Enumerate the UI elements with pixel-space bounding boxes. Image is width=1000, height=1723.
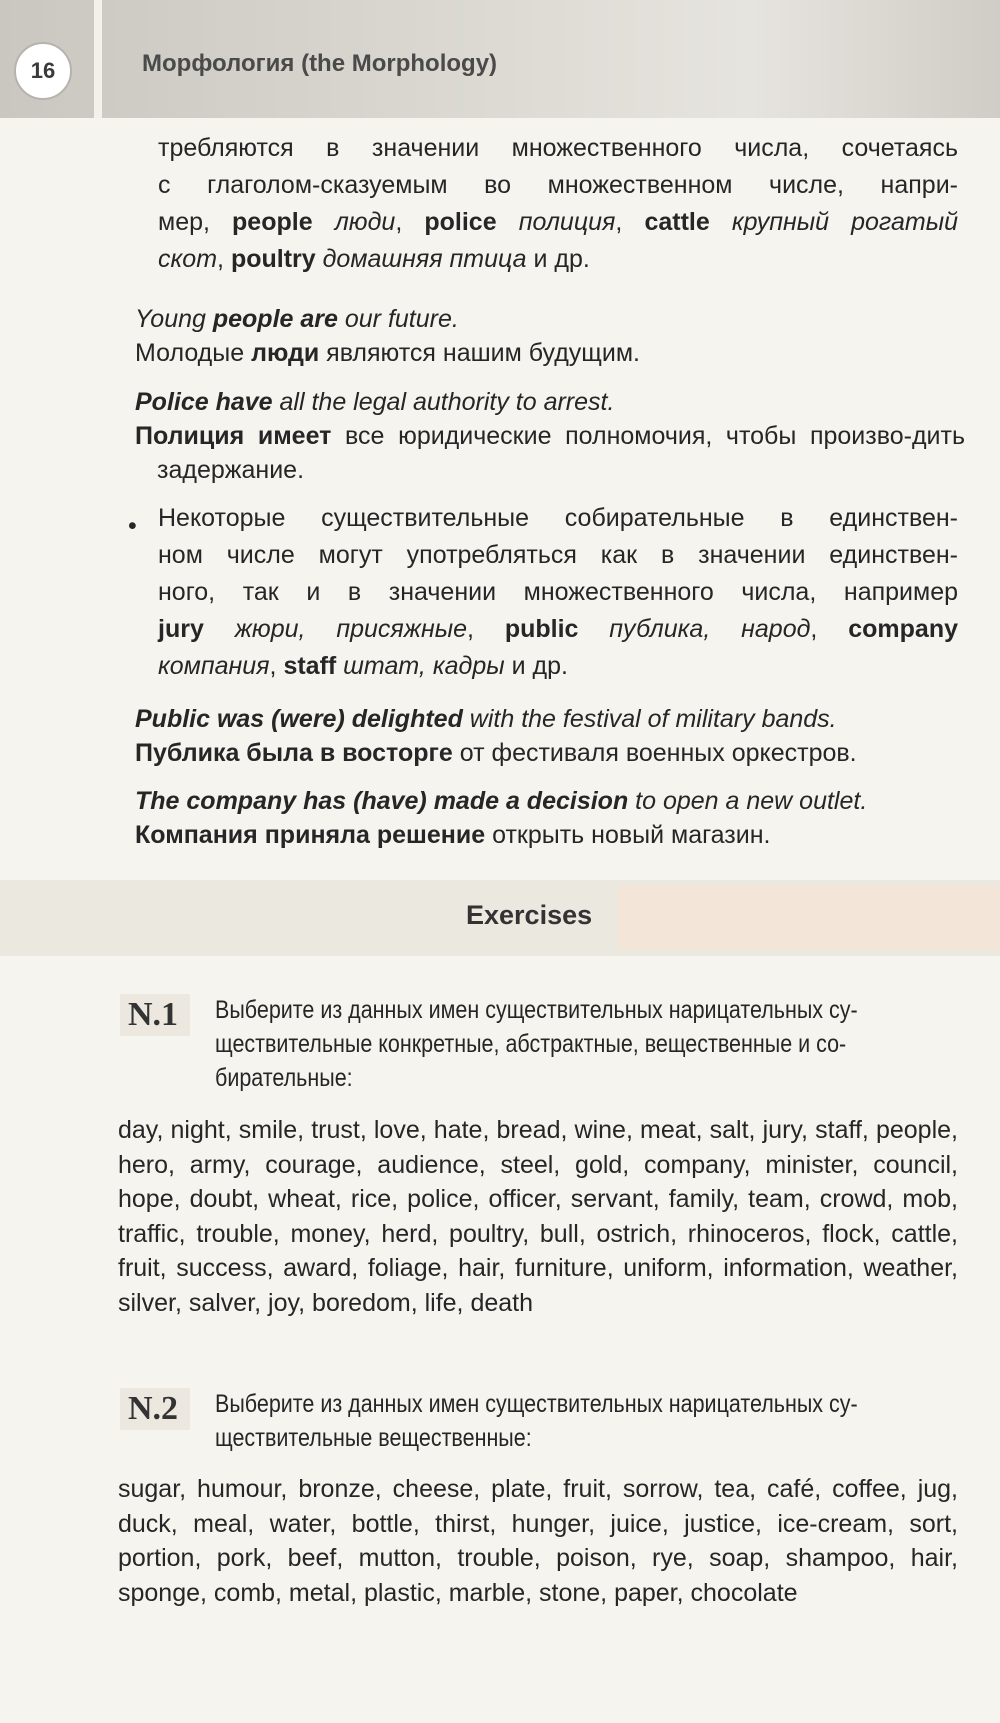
exercise-number: N.1 [120, 994, 190, 1036]
bullet-line: ного, так и в значении множественного числа, например [158, 578, 958, 606]
exercise-number: N.2 [120, 1388, 190, 1430]
example-russian: Компания приняла решение открыть новый магазин. [135, 821, 771, 849]
example-english: Public was (were) delighted with the festival of military bands. [135, 705, 837, 733]
example-police [135, 385, 965, 487]
example-young-people [135, 302, 965, 370]
example-russian: Полиция имеет все юридические полномочия, чтобы произво-дить задержание. [135, 422, 965, 484]
bullet-line: Некоторые существительные собирательные в единствен- [158, 504, 958, 532]
header-divider [94, 0, 102, 118]
intro-paragraph [158, 130, 958, 241]
exercise-instruction: Выберите из данных имен существительных нарицательных су-ществительные вещественные: [215, 1390, 858, 1452]
intro-line-last: скот, poultry домашняя птица и др. [158, 245, 590, 273]
example-public [135, 702, 965, 770]
example-english: Young people are our future. [135, 305, 459, 333]
intro-line: с глаголом-сказуемым во множественном числе, напри- [158, 171, 958, 199]
example-english: Police have all the legal authority to arrest. [135, 388, 615, 416]
example-english: The company has (have) made a decision to open a new outlet. [135, 787, 868, 815]
bullet-line: ном числе могут употребляться как в значении единствен- [158, 541, 958, 569]
intro-line: мер, people люди, police полиция, cattle крупный рогатый [158, 208, 958, 236]
running-title: Морфология (the Morphology) [142, 50, 498, 77]
example-russian: Молодые люди являются нашим будущим. [135, 339, 640, 367]
bullet-line-last: компания, staff штат, кадры и др. [158, 652, 568, 680]
page-number: 16 [14, 42, 72, 100]
bullet-paragraph [158, 500, 958, 648]
exercise-word-list: day, night, smile, trust, love, hate, bread, wine, meat, salt, jury, staff, people, hero, army, courage, audience, steel, gold, company, minister, council, hope, doubt, wheat, rice, police, officer, servant, family, team, crowd, mob, traffic, trouble, money, herd, poultry, bull, ostrich, rhinoceros, flock, cattle, fruit, success, award, foliage, hair, furniture, uniform, information, weather, silver, salver, joy, boredom, life, death [118, 1116, 958, 1317]
example-company [135, 784, 965, 852]
bullet-line: jury жюри, присяжные, public публика, народ, company [158, 615, 958, 643]
exercise-word-list: sugar, humour, bronze, cheese, plate, fruit, sorrow, tea, café, coffee, jug, duck, meal, water, bottle, thirst, hunger, juice, justice, ice-cream, sort, portion, pork, beef, mutton, trouble, poison, rye, soap, shampoo, hair, sponge, comb, metal, plastic, marble, stone, paper, chocolate [118, 1475, 958, 1607]
exercise-instruction: Выберите из данных имен существительных нарицательных су-ществительные конкретные, абстрактные, вещественные и со-бирательные: [215, 996, 858, 1092]
bullet-icon: • [128, 512, 137, 540]
intro-line: требляются в значении множественного числа, сочетаясь [158, 134, 958, 162]
exercises-heading: Exercises [466, 900, 593, 930]
example-russian: Публика была в восторге от фестиваля военных оркестров. [135, 739, 857, 767]
